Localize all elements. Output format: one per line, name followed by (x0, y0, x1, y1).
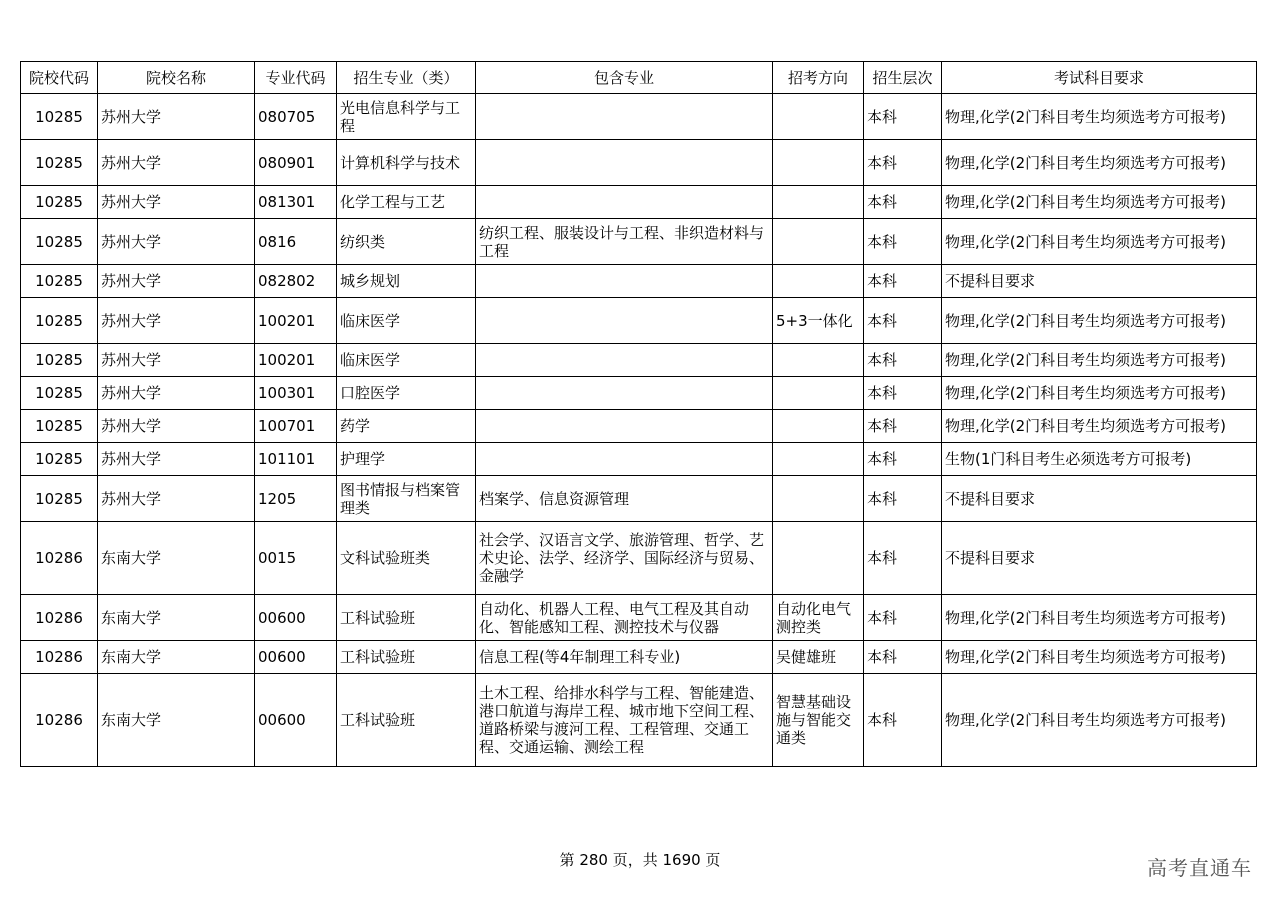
major-code-cell: 100701 (255, 410, 337, 443)
level-cell: 本科 (864, 186, 942, 219)
school-name-cell: 苏州大学 (98, 140, 255, 186)
level-cell: 本科 (864, 641, 942, 674)
table-row (21, 344, 1257, 377)
included-majors-cell (476, 265, 773, 298)
major-cell: 临床医学 (337, 344, 476, 377)
level-cell: 本科 (864, 443, 942, 476)
included-majors-cell (476, 94, 773, 140)
table-row (21, 377, 1257, 410)
school-name-cell: 苏州大学 (98, 377, 255, 410)
included-majors-cell: 社会学、汉语言文学、旅游管理、哲学、艺术史论、法学、经济学、国际经济与贸易、金融学 (476, 522, 773, 595)
included-majors-cell (476, 443, 773, 476)
direction-cell (773, 410, 864, 443)
subject-requirements-cell: 不提科目要求 (942, 265, 1257, 298)
major-code-cell: 100201 (255, 344, 337, 377)
header-subject-requirements: 考试科目要求 (942, 62, 1257, 94)
school-code-cell: 10285 (21, 140, 98, 186)
major-cell: 护理学 (337, 443, 476, 476)
major-code-cell: 00600 (255, 595, 337, 641)
school-code-cell: 10285 (21, 377, 98, 410)
subject-requirements-cell: 物理,化学(2门科目考生均须选考方可报考) (942, 219, 1257, 265)
level-cell: 本科 (864, 219, 942, 265)
subject-requirements-cell: 物理,化学(2门科目考生均须选考方可报考) (942, 140, 1257, 186)
level-cell: 本科 (864, 298, 942, 344)
level-cell: 本科 (864, 522, 942, 595)
school-name-cell: 苏州大学 (98, 443, 255, 476)
school-name-cell: 苏州大学 (98, 476, 255, 522)
level-cell: 本科 (864, 410, 942, 443)
included-majors-cell (476, 140, 773, 186)
direction-cell (773, 94, 864, 140)
subject-requirements-cell: 生物(1门科目考生必须选考方可报考) (942, 443, 1257, 476)
header-level: 招生层次 (864, 62, 942, 94)
table-row (21, 298, 1257, 344)
included-majors-cell (476, 298, 773, 344)
table-row (21, 476, 1257, 522)
subject-requirements-cell: 物理,化学(2门科目考生均须选考方可报考) (942, 186, 1257, 219)
direction-cell (773, 265, 864, 298)
level-cell: 本科 (864, 674, 942, 767)
major-code-cell: 082802 (255, 265, 337, 298)
table-row (21, 522, 1257, 595)
table-row (21, 641, 1257, 674)
major-code-cell: 0015 (255, 522, 337, 595)
level-cell: 本科 (864, 595, 942, 641)
major-cell: 工科试验班 (337, 641, 476, 674)
school-name-cell: 苏州大学 (98, 219, 255, 265)
level-cell: 本科 (864, 94, 942, 140)
school-code-cell: 10286 (21, 641, 98, 674)
school-name-cell: 苏州大学 (98, 265, 255, 298)
major-cell: 化学工程与工艺 (337, 186, 476, 219)
school-name-cell: 东南大学 (98, 641, 255, 674)
school-name-cell: 苏州大学 (98, 186, 255, 219)
subject-requirements-cell: 物理,化学(2门科目考生均须选考方可报考) (942, 298, 1257, 344)
school-code-cell: 10286 (21, 522, 98, 595)
level-cell: 本科 (864, 377, 942, 410)
table-row (21, 140, 1257, 186)
watermark-logo: 高考直通车 (1147, 856, 1252, 880)
admissions-table (20, 61, 1257, 767)
header-included-majors: 包含专业 (476, 62, 773, 94)
school-code-cell: 10285 (21, 410, 98, 443)
subject-requirements-cell: 物理,化学(2门科目考生均须选考方可报考) (942, 595, 1257, 641)
major-code-cell: 081301 (255, 186, 337, 219)
header-major: 招生专业（类） (337, 62, 476, 94)
included-majors-cell: 自动化、机器人工程、电气工程及其自动化、智能感知工程、测控技术与仪器 (476, 595, 773, 641)
school-name-cell: 苏州大学 (98, 344, 255, 377)
school-code-cell: 10285 (21, 186, 98, 219)
direction-cell (773, 476, 864, 522)
level-cell: 本科 (864, 265, 942, 298)
table-row (21, 443, 1257, 476)
major-code-cell: 0816 (255, 219, 337, 265)
school-code-cell: 10285 (21, 265, 98, 298)
major-code-cell: 080901 (255, 140, 337, 186)
included-majors-cell (476, 377, 773, 410)
major-code-cell: 00600 (255, 674, 337, 767)
school-name-cell: 苏州大学 (98, 298, 255, 344)
subject-requirements-cell: 物理,化学(2门科目考生均须选考方可报考) (942, 641, 1257, 674)
school-name-cell: 苏州大学 (98, 410, 255, 443)
school-name-cell: 东南大学 (98, 522, 255, 595)
subject-requirements-cell: 不提科目要求 (942, 522, 1257, 595)
direction-cell (773, 140, 864, 186)
major-code-cell: 100301 (255, 377, 337, 410)
direction-cell (773, 522, 864, 595)
table-row (21, 674, 1257, 767)
direction-cell: 智慧基础设施与智能交通类 (773, 674, 864, 767)
major-cell: 文科试验班类 (337, 522, 476, 595)
major-cell: 口腔医学 (337, 377, 476, 410)
major-cell: 工科试验班 (337, 595, 476, 641)
table-row (21, 94, 1257, 140)
school-name-cell: 苏州大学 (98, 94, 255, 140)
subject-requirements-cell: 物理,化学(2门科目考生均须选考方可报考) (942, 410, 1257, 443)
major-code-cell: 080705 (255, 94, 337, 140)
table-row (21, 265, 1257, 298)
direction-cell (773, 344, 864, 377)
major-cell: 临床医学 (337, 298, 476, 344)
included-majors-cell (476, 344, 773, 377)
direction-cell (773, 219, 864, 265)
table-row (21, 595, 1257, 641)
major-cell: 图书情报与档案管理类 (337, 476, 476, 522)
header-direction: 招考方向 (773, 62, 864, 94)
direction-cell (773, 377, 864, 410)
school-code-cell: 10285 (21, 476, 98, 522)
school-code-cell: 10285 (21, 94, 98, 140)
school-code-cell: 10286 (21, 595, 98, 641)
major-code-cell: 00600 (255, 641, 337, 674)
included-majors-cell: 信息工程(等4年制理工科专业) (476, 641, 773, 674)
header-major-code: 专业代码 (255, 62, 337, 94)
level-cell: 本科 (864, 344, 942, 377)
school-code-cell: 10286 (21, 674, 98, 767)
included-majors-cell (476, 186, 773, 219)
subject-requirements-cell: 物理,化学(2门科目考生均须选考方可报考) (942, 674, 1257, 767)
level-cell: 本科 (864, 476, 942, 522)
subject-requirements-cell: 物理,化学(2门科目考生均须选考方可报考) (942, 94, 1257, 140)
major-cell: 纺织类 (337, 219, 476, 265)
major-code-cell: 1205 (255, 476, 337, 522)
included-majors-cell: 土木工程、给排水科学与工程、智能建造、港口航道与海岸工程、城市地下空间工程、道路桥梁与渡河工程、工程管理、交通工程、交通运输、测绘工程 (476, 674, 773, 767)
major-cell: 药学 (337, 410, 476, 443)
direction-cell: 自动化电气测控类 (773, 595, 864, 641)
school-code-cell: 10285 (21, 298, 98, 344)
subject-requirements-cell: 物理,化学(2门科目考生均须选考方可报考) (942, 377, 1257, 410)
direction-cell: 5+3一体化 (773, 298, 864, 344)
major-code-cell: 100201 (255, 298, 337, 344)
included-majors-cell (476, 410, 773, 443)
major-cell: 城乡规划 (337, 265, 476, 298)
table-row (21, 410, 1257, 443)
major-code-cell: 101101 (255, 443, 337, 476)
page-number: 第 280 页，共 1690 页 (559, 851, 721, 869)
major-cell: 光电信息科学与工程 (337, 94, 476, 140)
table-row (21, 186, 1257, 219)
direction-cell: 吴健雄班 (773, 641, 864, 674)
level-cell: 本科 (864, 140, 942, 186)
direction-cell (773, 443, 864, 476)
included-majors-cell: 纺织工程、服装设计与工程、非织造材料与工程 (476, 219, 773, 265)
school-code-cell: 10285 (21, 443, 98, 476)
subject-requirements-cell: 物理,化学(2门科目考生均须选考方可报考) (942, 344, 1257, 377)
header-school-code: 院校代码 (21, 62, 98, 94)
school-code-cell: 10285 (21, 219, 98, 265)
header-school-name: 院校名称 (98, 62, 255, 94)
direction-cell (773, 186, 864, 219)
school-name-cell: 东南大学 (98, 674, 255, 767)
major-cell: 工科试验班 (337, 674, 476, 767)
table-row (21, 219, 1257, 265)
subject-requirements-cell: 不提科目要求 (942, 476, 1257, 522)
major-cell: 计算机科学与技术 (337, 140, 476, 186)
school-code-cell: 10285 (21, 344, 98, 377)
table-header-row (21, 62, 1257, 94)
school-name-cell: 东南大学 (98, 595, 255, 641)
included-majors-cell: 档案学、信息资源管理 (476, 476, 773, 522)
